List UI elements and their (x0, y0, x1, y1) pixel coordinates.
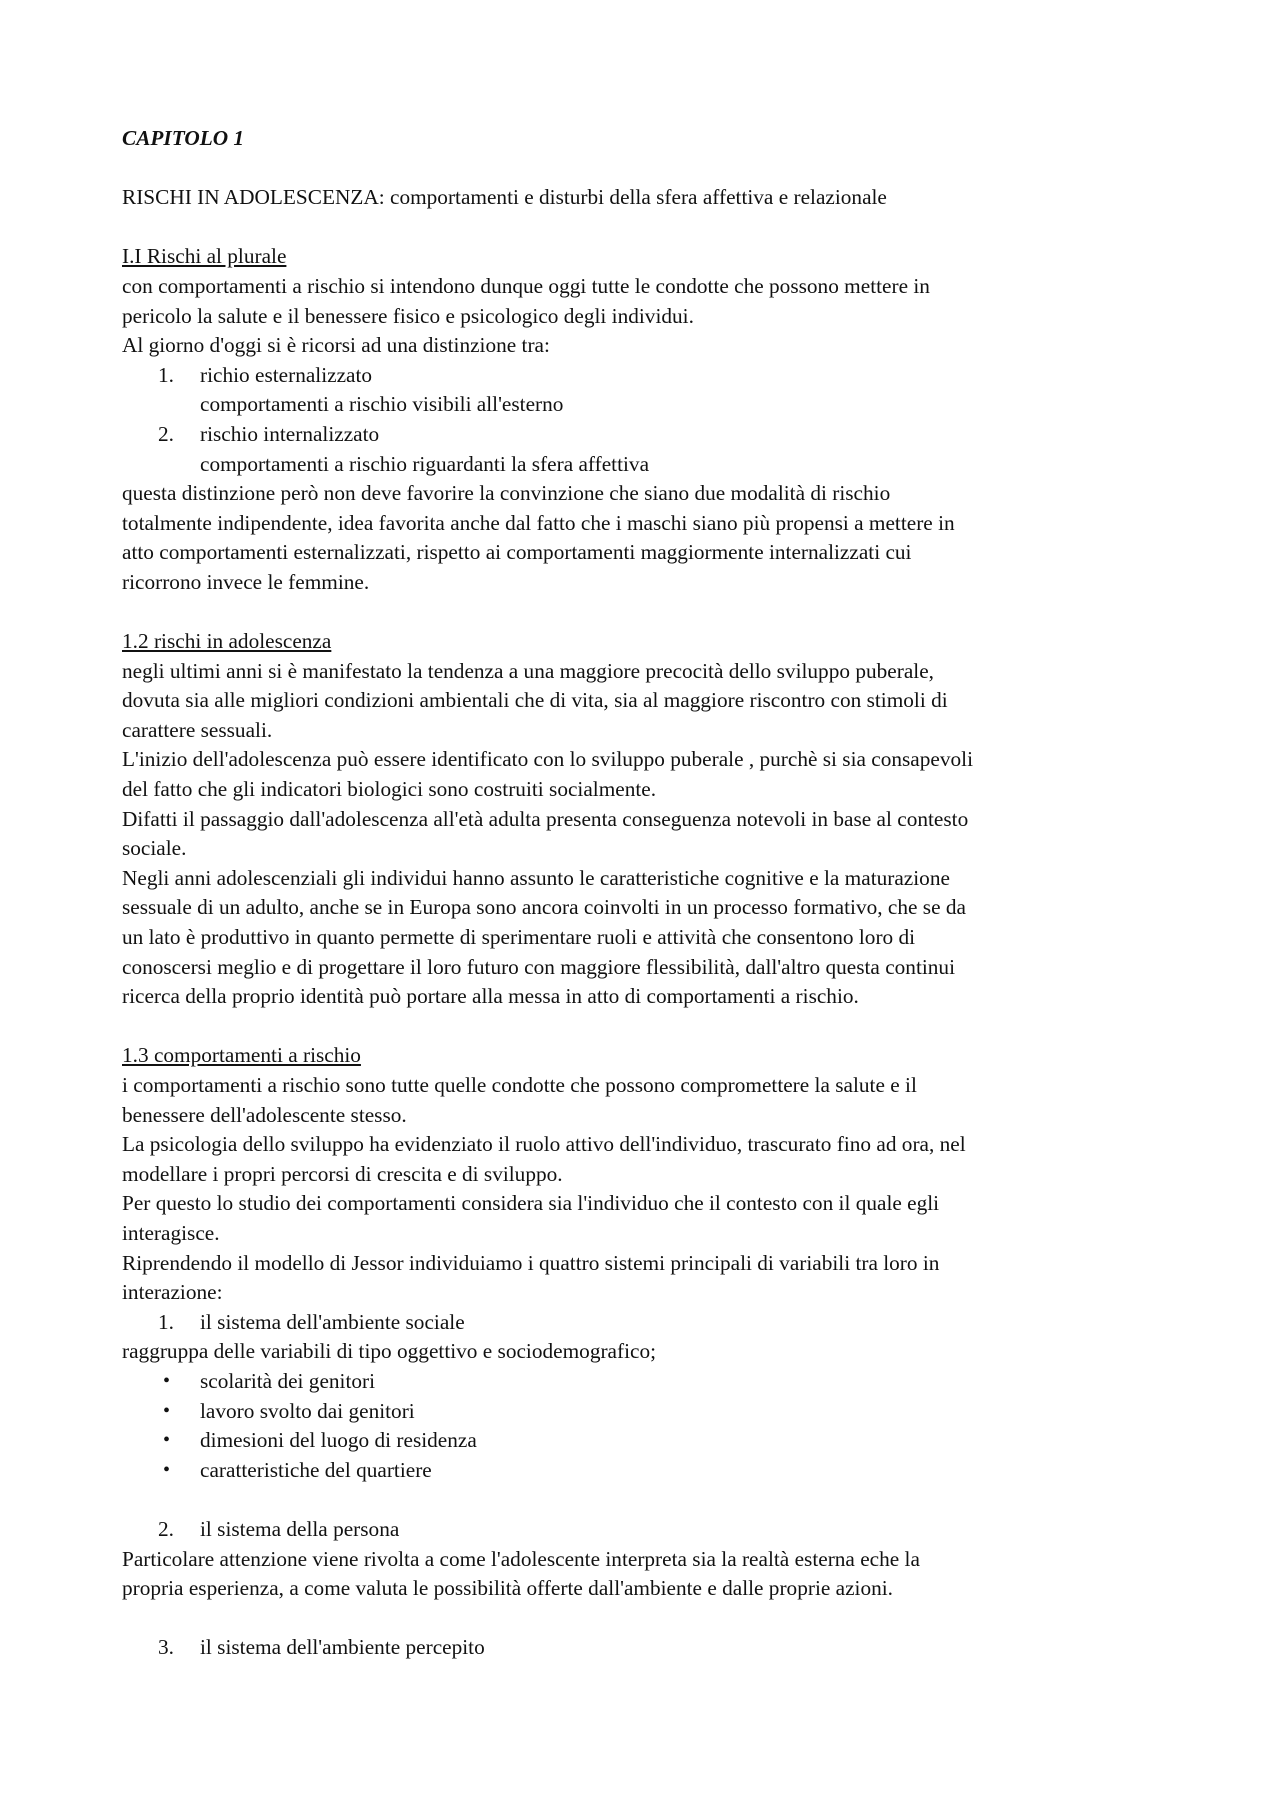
paragraph-line: totalmente indipendente, idea favorita anche dal fatto che i maschi siano più propensi a mettere in (122, 510, 955, 535)
list-item (122, 420, 1172, 450)
document-body (122, 124, 1172, 1663)
bullet-icon: • (163, 1369, 171, 1392)
paragraph-line: sociale. (122, 836, 187, 861)
paragraph-line: interagisce. (122, 1220, 220, 1245)
paragraph-line: ricorrono invece le femmine. (122, 569, 370, 594)
bullet-item (122, 1426, 1172, 1456)
chapter-title: CAPITOLO 1 (122, 126, 245, 150)
paragraph-line: Difatti il passaggio dall'adolescenza all'età adulta presenta conseguenza notevoli in base al contesto (122, 806, 969, 831)
list-item-label: il sistema dell'ambiente percepito (200, 1635, 485, 1660)
bullet-icon: • (163, 1429, 171, 1452)
list-item-label: il sistema della persona (200, 1516, 400, 1541)
paragraph-line: pericolo la salute e il benessere fisico e psicologico degli individui. (122, 303, 694, 328)
paragraph-line: interazione: (122, 1280, 223, 1305)
list-number: 1. (158, 362, 174, 387)
bullet-item (122, 1456, 1172, 1486)
paragraph-line: propria esperienza, a come valuta le possibilità offerte dall'ambiente e dalle proprie azioni. (122, 1576, 893, 1601)
bullet-text: scolarità dei genitori (200, 1368, 376, 1393)
list-item-description: comportamenti a rischio riguardanti la sfera affettiva (200, 451, 650, 476)
list-item (122, 1308, 1172, 1338)
list-item (122, 1515, 1172, 1545)
bullet-text: caratteristiche del quartiere (200, 1457, 432, 1482)
paragraph-line: Al giorno d'oggi si è ricorsi ad una distinzione tra: (122, 333, 550, 358)
paragraph-line: carattere sessuali. (122, 717, 273, 742)
list-item-label: richio esternalizzato (200, 362, 373, 387)
list-number: 2. (158, 1516, 174, 1541)
paragraph-line: raggruppa delle variabili di tipo oggettivo e sociodemografico; (122, 1339, 657, 1364)
paragraph-line: atto comportamenti esternalizzati, rispetto ai comportamenti maggiormente internalizzati cui (122, 540, 912, 565)
list-item-label: il sistema dell'ambiente sociale (200, 1309, 465, 1334)
paragraph-line: La psicologia dello sviluppo ha evidenziato il ruolo attivo dell'individuo, trascurato fino ad ora, nel (122, 1132, 966, 1157)
paragraph-line: un lato è produttivo in quanto permette di sperimentare ruoli e attività che consentono loro di (122, 925, 916, 950)
paragraph-line: benessere dell'adolescente stesso. (122, 1102, 407, 1127)
section-heading-3: 1.3 comportamenti a rischio (122, 1043, 361, 1068)
paragraph-line: dovuta sia alle migliori condizioni ambientali che di vita, sia al maggiore riscontro con stimoli di (122, 688, 948, 713)
bullet-icon: • (163, 1458, 171, 1481)
list-number: 1. (158, 1309, 174, 1334)
list-number: 3. (158, 1635, 174, 1660)
chapter-subtitle: RISCHI IN ADOLESCENZA: comportamenti e disturbi della sfera affettiva e relazionale (122, 185, 887, 210)
section-heading-2: 1.2 rischi in adolescenza (122, 629, 332, 654)
paragraph-line: Particolare attenzione viene rivolta a come l'adolescente interpreta sia la realtà esterna eche la (122, 1546, 920, 1571)
list-item (122, 361, 1172, 391)
paragraph-line: questa distinzione però non deve favorire la convinzione che siano due modalità di rischio (122, 481, 891, 506)
list-item (122, 1633, 1172, 1663)
list-item-label: rischio internalizzato (200, 421, 380, 446)
paragraph-line: conoscersi meglio e di progettare il loro futuro con maggiore flessibilità, dall'altro questa continui (122, 954, 956, 979)
list-number: 2. (158, 421, 174, 446)
paragraph-line: Per questo lo studio dei comportamenti considera sia l'individuo che il contesto con il quale egli (122, 1191, 940, 1216)
paragraph-line: del fatto che gli indicatori biologici sono costruiti socialmente. (122, 777, 657, 802)
bullet-item (122, 1367, 1172, 1397)
paragraph-line: Negli anni adolescenziali gli individui hanno assunto le caratteristiche cognitive e la maturazione (122, 865, 950, 890)
list-item-description: comportamenti a rischio visibili all'esterno (200, 392, 564, 417)
bullet-text: dimesioni del luogo di residenza (200, 1428, 477, 1453)
paragraph-line: modellare i propri percorsi di crescita e di sviluppo. (122, 1161, 563, 1186)
section-heading-1: I.I Rischi al plurale (122, 244, 287, 269)
paragraph-line: sessuale di un adulto, anche se in Europa sono ancora coinvolti in un processo formativo, che se da (122, 895, 966, 920)
paragraph-line: L'inizio dell'adolescenza può essere identificato con lo sviluppo puberale , purchè si sia consapevoli (122, 747, 973, 772)
paragraph-line: i comportamenti a rischio sono tutte quelle condotte che possono compromettere la salute e il (122, 1073, 917, 1097)
bullet-text: lavoro svolto dai genitori (200, 1398, 415, 1423)
bullet-item (122, 1397, 1172, 1427)
paragraph-line: con comportamenti a rischio si intendono dunque oggi tutte le condotte che possono mettere in (122, 273, 930, 298)
paragraph-line: Riprendendo il modello di Jessor individuiamo i quattro sistemi principali di variabili tra loro in (122, 1250, 940, 1275)
paragraph-line: ricerca della proprio identità può portare alla messa in atto di comportamenti a rischio. (122, 984, 859, 1009)
paragraph-line: negli ultimi anni si è manifestato la tendenza a una maggiore precocità dello sviluppo puberale, (122, 658, 934, 683)
bullet-icon: • (163, 1399, 171, 1422)
